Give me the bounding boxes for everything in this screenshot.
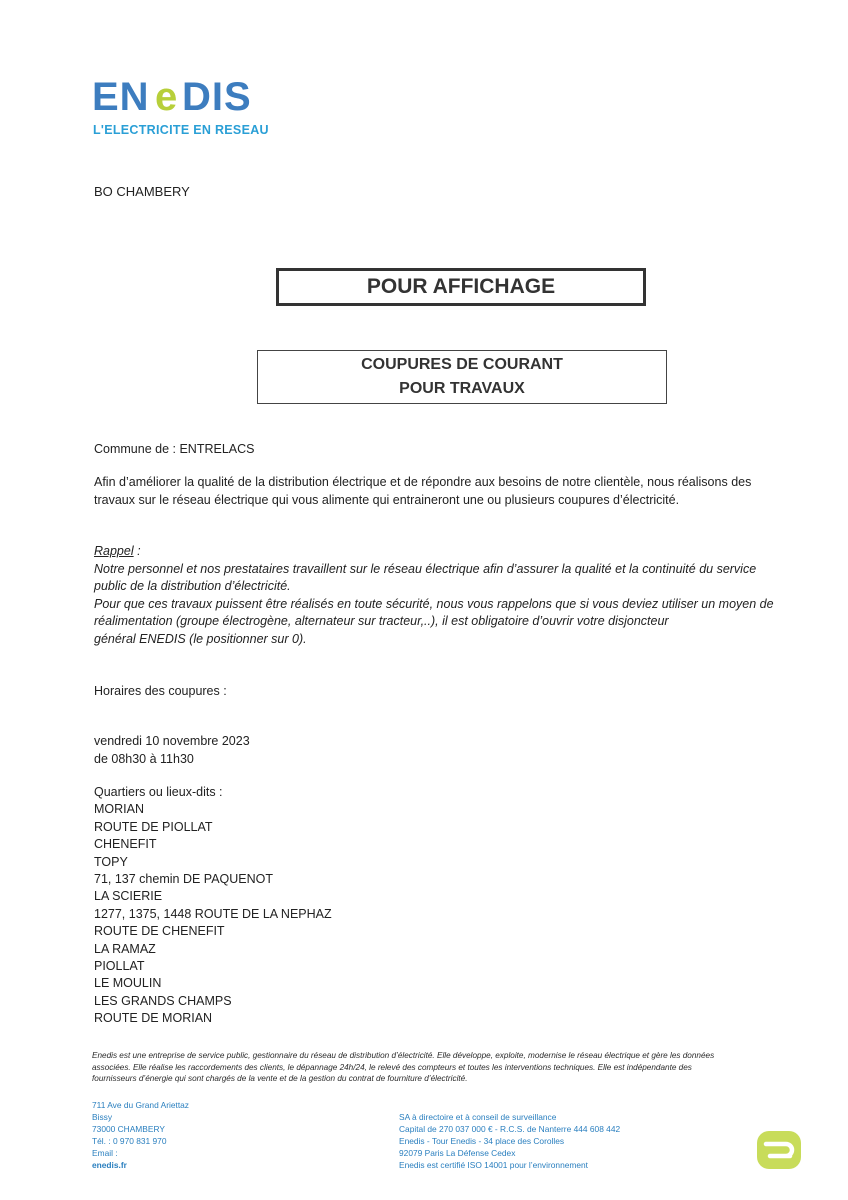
horaires-label: Horaires des coupures : — [94, 684, 227, 698]
quartier-item: LES GRANDS CHAMPS — [94, 993, 232, 1008]
quartier-item: MORIAN — [94, 802, 144, 817]
corporate-line: 92079 Paris La Défense Cedex — [399, 1148, 516, 1158]
quartiers-label: Quartiers ou lieux-dits : — [94, 785, 223, 799]
intro-paragraph — [94, 473, 806, 509]
outage-time: de 08h30 à 11h30 — [94, 752, 194, 766]
corporate-line: SA à directoire et à conseil de surveillance — [399, 1112, 557, 1122]
brand-tagline: L'ELECTRICITE EN RESEAU — [93, 123, 269, 137]
corporate-line: Capital de 270 037 000 € - R.C.S. de Nanterre 444 608 442 — [399, 1124, 621, 1134]
subject-box — [257, 350, 667, 404]
intro-line: Afin d’améliorer la qualité de la distribution électrique et de répondre aux besoins de notre clientèle, nous réalisons des — [94, 475, 752, 489]
quartier-item: 1277, 1375, 1448 ROUTE DE LA NEPHAZ — [94, 906, 332, 921]
quartier-item: 71, 137 chemin DE PAQUENOT — [94, 872, 274, 887]
legal-line: associées. Elle réalise les raccordements des clients, le dépannage 24h/24, le relevé des compteurs et toutes les interventions techniques. Elle est indépendante des — [92, 1062, 692, 1072]
svg-text:e: e — [155, 76, 178, 116]
quartier-item: TOPY — [94, 854, 128, 869]
corporate-info — [399, 1111, 620, 1171]
quartier-item: ROUTE DE PIOLLAT — [94, 819, 213, 834]
intro-line: travaux sur le réseau électrique qui vous alimente qui entraineront une ou plusieurs coupures d’électricité. — [94, 493, 680, 507]
rappel-line: public de la distribution d’électricité. — [94, 579, 291, 593]
quartier-item: LA SCIERIE — [94, 889, 163, 904]
rappel-line: général ENEDIS (le positionner sur 0). — [94, 631, 307, 646]
rappel-title: Rappel — [94, 544, 134, 558]
legal-line: fournisseurs d’énergie qui sont chargés de la vente et de la gestion du contrat de fourniture d’électricité. — [92, 1074, 468, 1083]
legal-line: Enedis est une entreprise de service public, gestionnaire du réseau de distribution d’électricité. Elle développe, exploite, modernise le réseau électrique et gère les données — [92, 1051, 715, 1060]
quartier-item: LE MOULIN — [94, 976, 162, 991]
rappel-paragraph: Rappel : Notre personnel et nos prestataires travaillent sur le réseau électrique afin d’assurer la qualité et la continuité du service public de la distribution d’électricité. Pour que ces travaux puissent être réalisés en toute sécurité, nous vous rappelons que si vous deviez utiliser un moyen de réalimentation (groupe électrogène, alternateur sur tracteur,..), il est obligatoire d’ouvrir votre disjoncteur général ENEDIS (le positionner sur 0). — [94, 543, 806, 648]
quartier-item: PIOLLAT — [94, 959, 145, 974]
corporate-line: Enedis - Tour Enedis - 34 place des Corolles — [399, 1136, 565, 1146]
email-line: Email : — [92, 1148, 118, 1158]
rappel-line: Notre personnel et nos prestataires travaillent sur le réseau électrique afin d’assurer la qualité et la continuité du service — [94, 561, 757, 576]
quartiers-list — [94, 784, 332, 1028]
enedis-logo — [92, 76, 282, 116]
rappel-line: Pour que ces travaux puissent être réalisés en toute sécurité, nous vous rappelons que si vous deviez utiliser un moyen de — [94, 596, 774, 611]
display-title-box — [276, 268, 646, 306]
enedis-mark-icon — [756, 1130, 802, 1170]
quartier-item: ROUTE DE MORIAN — [94, 1011, 213, 1026]
subject-line-2: POUR TRAVAUX — [399, 380, 525, 397]
outage-date: vendredi 10 novembre 2023 — [94, 734, 250, 748]
office-address — [92, 1099, 189, 1171]
display-title: POUR AFFICHAGE — [366, 275, 556, 298]
legal-notice — [92, 1050, 792, 1085]
quartier-item: CHENEFIT — [94, 837, 157, 852]
rappel-line: réalimentation (groupe électrogène, alternateur sur tracteur,..), il est obligatoire d’ouvrir votre disjoncteur — [94, 614, 669, 628]
address-line: 73000 CHAMBERY — [92, 1124, 165, 1134]
subject-line-1: COUPURES DE COURANT — [361, 356, 563, 373]
phone-line: Tél. : 0 970 831 970 — [92, 1136, 167, 1146]
svg-text:EN: EN — [92, 76, 150, 116]
address-line: Bissy — [92, 1112, 113, 1122]
address-line: 711 Ave du Grand Ariettaz — [92, 1100, 189, 1110]
svg-text:DIS: DIS — [182, 76, 252, 116]
corporate-line: Enedis est certifié ISO 14001 pour l’environnement — [399, 1160, 589, 1170]
website-link[interactable]: enedis.fr — [92, 1160, 127, 1170]
commune-line: Commune de : ENTRELACS — [94, 442, 255, 456]
quartier-item: LA RAMAZ — [94, 941, 156, 956]
quartier-item: ROUTE DE CHENEFIT — [94, 924, 225, 939]
outage-schedule — [94, 732, 250, 768]
sender-office: BO CHAMBERY — [94, 184, 190, 199]
